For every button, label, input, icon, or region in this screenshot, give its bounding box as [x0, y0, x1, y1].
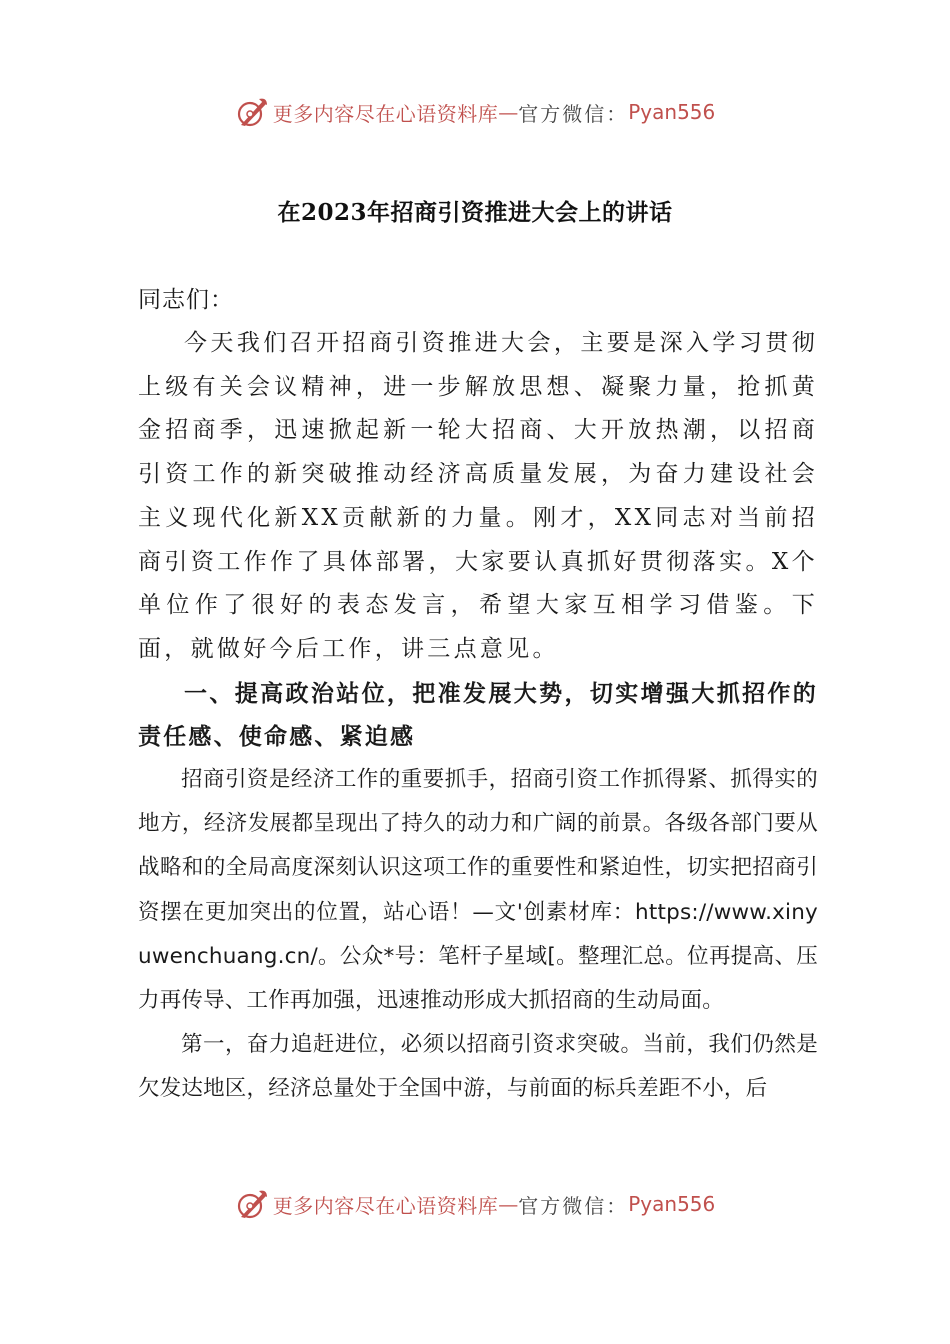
- watermark-dash: —: [498, 1192, 519, 1216]
- section1-paragraph-2: 第一，奋力追赶进位，必须以招商引资求突破。当前，我们仍然是欠发达地区，经济总量处于全国中游，与前面的标兵差距不小，后: [138, 1032, 818, 1102]
- watermark-subtext: 官方微信：: [518, 1193, 629, 1218]
- document-body: [138, 278, 818, 1111]
- footer-watermark-banner: [0, 1184, 950, 1224]
- watermark-text: 更多内容尽在心语资料库: [272, 101, 499, 126]
- header-watermark-banner: [0, 92, 950, 132]
- salutation: 同志们：: [138, 287, 234, 313]
- quill-pen-logo-icon: [235, 1187, 269, 1221]
- intro-paragraph: 今天我们召开招商引资推进大会，主要是深入学习贯彻上级有关会议精神，进一步解放思想、凝聚力量，抢抓黄金招商季，迅速掀起新一轮大招商、大开放热潮，以招商引资工作的新突破推动经济高质量发展，为奋力建设社会主义现代化新XX贡献新的力量。刚才，XX同志对当前招商引资工作作了具体部署，大家要认真抓好贯彻落实。X个单位作了很好的表态发言，希望大家互相学习借鉴。下面，就做好今后工作，讲三点意见。: [138, 330, 818, 662]
- section-heading-1: 一、提高政治站位，把准发展大势，切实增强大抓招作的责任感、使命感、紧迫感: [138, 679, 818, 750]
- watermark-wechat-id: Pyan556: [628, 1192, 716, 1216]
- watermark-dash: —: [498, 100, 519, 124]
- page-title: 在2023年招商引资推进大会上的讲话: [277, 199, 673, 226]
- section1-paragraph-1: 招商引资是经济工作的重要抓手，招商引资工作抓得紧、抓得实的地方，经济发展都呈现出了持久的动力和广阔的前景。各级各部门要从战略和的全局高度深刻认识这项工作的重要性和紧迫性，切实把招商引资摆在更加突出的位置，站心语！—文'创素材库：https://www.xinyuwenchuang.cn/。公众*号：笔杆子星域[。整理汇总。位再提高、压力再传导、工作再加强，迅速推动形成大抓招商的生动局面。: [138, 766, 818, 1014]
- watermark-text: 更多内容尽在心语资料库: [272, 1193, 499, 1218]
- watermark-wechat-id: Pyan556: [628, 100, 716, 124]
- quill-pen-logo-icon: [235, 95, 269, 129]
- watermark-subtext: 官方微信：: [518, 101, 629, 126]
